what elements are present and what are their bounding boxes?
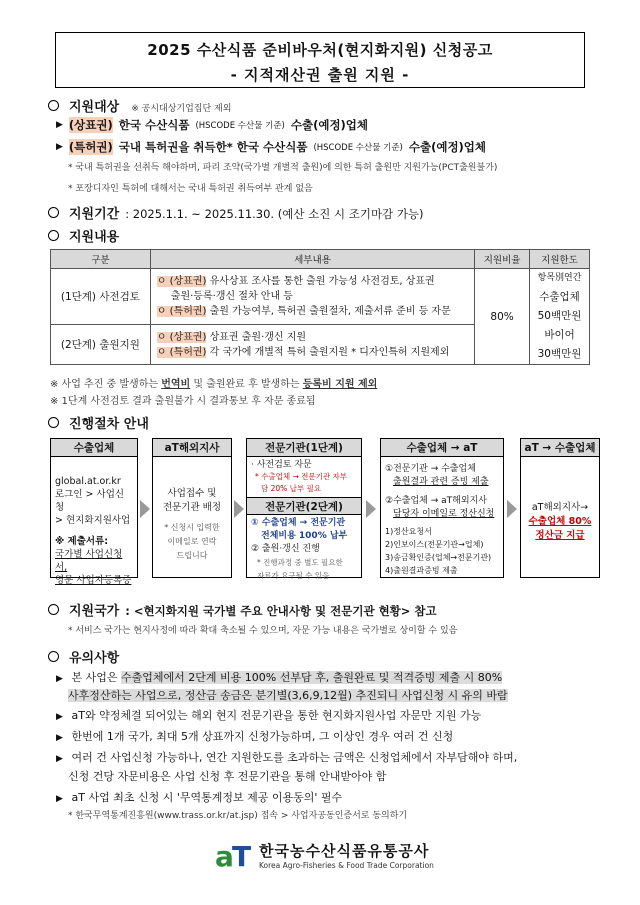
- target-item-trademark: [56, 117, 368, 133]
- detail-text: 출원 가능여부, 특허권 출원절차, 제출서류 준비 등 자문: [209, 306, 451, 317]
- row-label: (2단계) 출원지원: [51, 325, 151, 365]
- limit-text: 50백만원: [537, 310, 582, 322]
- flow-text: * 신청시 입력한: [164, 523, 220, 532]
- limit-text: 항목別연간: [537, 273, 582, 283]
- detail-tag: ㅇ (상표권): [156, 276, 207, 287]
- row-label: (1단계) 사전검토: [51, 269, 151, 325]
- triangle-bullet-icon: ▶: [56, 674, 63, 684]
- flow-text: ② 출원·갱신 진행: [251, 544, 320, 554]
- flow-text: 이메일로 연락: [167, 537, 217, 546]
- row-detail: [150, 325, 474, 365]
- period-text: : 2025.1.1. ~ 2025.11.30. (예산 소진 시 조기마감 가능): [125, 207, 424, 221]
- table-row: [51, 269, 590, 325]
- flow-text: 영문 사업자등록증: [55, 575, 132, 586]
- support-table: [50, 249, 590, 365]
- target-item2-b: 국내 특허권을 취득한* 한국 수산식품: [118, 140, 308, 154]
- detail-tag: ㅇ (특허권): [156, 346, 207, 358]
- flow-text: 담당자 이메일로 정산신청: [393, 509, 495, 519]
- foot-text: 및 출원완료 후 발생하는: [193, 379, 300, 390]
- countries-text: : <현지화지원 국가별 주요 안내사항 및 전문기관 현황> 참고: [125, 604, 437, 618]
- target-note1: * 국내 특허권을 선취득 해야하며, 파리 조약(국가별 개별적 출원)에 의한 특허 출원만 지원가능(PCT출원불가): [68, 163, 498, 173]
- section-heading: 지원기간: [69, 207, 120, 222]
- notice-item: [56, 749, 517, 765]
- foot-text: 등록비 지원 제외: [302, 379, 378, 390]
- arrow-right-icon: [234, 500, 244, 518]
- notice-text: 본 사업은: [71, 671, 118, 684]
- flow-text: 전문기관 배정: [162, 502, 222, 513]
- notice-text: 한번에 1개 국가, 최대 5개 상표까지 신청가능하며, 그 이상인 경우 여러 건 신청: [71, 730, 454, 743]
- notice-text: 수출업체에서 2단계 비용 100% 선부담 후, 출원완료 및 적격증빙 제출 시 80%: [121, 671, 503, 684]
- flow-text: 2)인보이스(전문기관→업체): [385, 540, 484, 549]
- flow-text: 담 20% 납부 필요: [261, 484, 322, 493]
- arrow-right-icon: [140, 500, 150, 518]
- target-item-patent: [56, 139, 486, 155]
- flow-text: 3)송금확인증(업체→전문기관): [385, 553, 492, 562]
- title-box: [55, 32, 585, 88]
- section-period: [48, 203, 424, 222]
- section-heading: 지원내용: [69, 230, 120, 245]
- triangle-bullet-icon: ▶: [56, 142, 63, 152]
- flow-text: 전체비용 100% 납부: [261, 531, 348, 541]
- flow-text: 출원결과 관련 증빙 제출: [393, 477, 489, 487]
- table-header-row: [51, 250, 590, 269]
- triangle-bullet-icon: ▶: [56, 120, 63, 130]
- foot-text: 번역비: [161, 379, 191, 390]
- target-item1-c: (HSCODE 수산물 기준): [195, 121, 285, 131]
- flow-text: · 사전검토 자문: [251, 460, 312, 470]
- circle-bullet-icon: [48, 651, 59, 662]
- limit-text: 수출업체: [539, 291, 580, 303]
- foot-text: ※ 사업 추진 중 발생하는: [50, 379, 159, 390]
- limit-text: 30백만원: [537, 348, 582, 360]
- support-limit: [530, 269, 590, 365]
- triangle-bullet-icon: ▶: [56, 733, 63, 743]
- section-heading: 지원대상: [69, 100, 120, 115]
- target-item1-b: 한국 수산식품: [118, 118, 190, 132]
- flow-text: * 수출업체 → 전문기관 자부: [255, 472, 348, 481]
- flow-subhead: 전문기관(2단계): [247, 497, 361, 515]
- flow-text: ②수출업체 → aT해외지사: [385, 496, 487, 506]
- triangle-bullet-icon: ▶: [56, 754, 63, 764]
- flow-text: 자료가 요구될 수 있음: [257, 571, 330, 580]
- notice-item: [56, 669, 502, 685]
- notice-item: [56, 728, 453, 744]
- notice-text: 사후정산하는 사업으로, 정산금 송금은 분기별(3,6,9,12월) 추진되니 사업신청 시 유의 바람: [68, 689, 508, 702]
- flow-step-agency: [246, 438, 362, 578]
- detail-text: 출원·등록·갱신 절차 안내 등: [170, 291, 293, 302]
- flow-head: 전문기관(1단계): [247, 439, 361, 457]
- svg-text:a: a: [215, 840, 234, 870]
- section-heading: 유의사항: [69, 651, 120, 666]
- svg-text:T: T: [232, 840, 251, 870]
- flow-step-exporter: [50, 438, 138, 586]
- flow-text: global.at.or.kr: [55, 476, 121, 487]
- flow-head: aT → 수출업체: [521, 439, 599, 457]
- table-header: 세부내용: [150, 250, 474, 269]
- detail-text: 상표권 출원·갱신 지원: [209, 331, 307, 343]
- flow-step-payment: [520, 438, 600, 578]
- notice-item: [56, 707, 481, 723]
- org-name-en: Korea Agro-Fisheries & Food Trade Corporation: [259, 861, 434, 870]
- triangle-bullet-icon: ▶: [56, 712, 63, 722]
- page-subtitle: - 지적재산권 출원 지원 -: [230, 66, 410, 84]
- target-note2: * 포장디자인 특허에 대해서는 국내 특허권 취득여부 관계 없음: [68, 184, 313, 194]
- at-logo-icon: [215, 840, 251, 870]
- detail-tag: ㅇ (상표권): [156, 331, 207, 343]
- org-name: 한국농수산식품유통공사: [259, 842, 430, 860]
- target-item1-d: 수출(예정)업체: [290, 118, 369, 132]
- content-foot1: [50, 375, 377, 390]
- limit-text: 바이어: [544, 329, 575, 341]
- notice-item: [56, 789, 342, 805]
- notice-text: 신청 건당 자문비용은 사업 신청 후 전문기관을 통해 안내받아야 함: [68, 770, 387, 783]
- flow-text: 1)정산요청서: [385, 527, 432, 536]
- countries-note: * 서비스 국가는 현지사정에 따라 확대 축소될 수 있으며, 자문 가능 내용은 국가별로 상이할 수 있음: [68, 626, 458, 636]
- table-header: 지원한도: [530, 250, 590, 269]
- arrow-right-icon: [366, 500, 376, 518]
- notice-text: aT와 약정체결 되어있는 해외 현지 전문기관을 통한 현지화지원사업 자문만 지원 가능: [71, 709, 482, 722]
- flow-text: ※ 제출서류:: [55, 536, 109, 547]
- notice-item-cont: [68, 768, 386, 784]
- flow-text: * 진행과정 중 별도 필요한: [257, 558, 343, 567]
- flow-text: 수출업체 80%: [528, 516, 592, 527]
- target-item1-a: (상표권): [68, 118, 113, 132]
- flow-text: aT해외지사→: [531, 502, 589, 513]
- target-item2-d: 수출(예정)업체: [408, 140, 487, 154]
- org-logo: [215, 840, 434, 870]
- flow-head: 수출업체 → aT: [381, 439, 503, 457]
- target-item2-c: (HSCODE 수산물 기준): [313, 143, 403, 153]
- flow-text: 4)출원결과증빙 제출: [385, 566, 458, 575]
- flow-text: 국가별 사업신청서,: [55, 549, 123, 573]
- triangle-bullet-icon: ▶: [56, 794, 63, 804]
- detail-tag: ㅇ (특허권): [156, 306, 207, 317]
- section-content: [48, 226, 119, 245]
- target-item2-a: (특허권): [68, 140, 113, 154]
- circle-bullet-icon: [48, 207, 59, 218]
- flow-text: ①전문기관 → 수출업체: [385, 464, 476, 474]
- detail-text: 각 국가에 개별적 특허 출원지원 * 디자인특허 지원제외: [209, 346, 450, 358]
- circle-bullet-icon: [48, 604, 59, 615]
- circle-bullet-icon: [48, 230, 59, 241]
- row-detail: [150, 269, 474, 325]
- flow-text: ① 수출업체 → 전문기관: [251, 518, 346, 528]
- section-heading: 지원국가: [69, 604, 120, 619]
- flow-text: 정산금 지급: [535, 530, 585, 541]
- support-ratio: 80%: [475, 269, 530, 365]
- flow-text: > 현지화지원사업: [55, 515, 131, 526]
- table-header: 지원비율: [475, 250, 530, 269]
- arrow-right-icon: [507, 500, 517, 518]
- page-title: 2025 수산식품 준비바우처(현지화지원) 신청공고: [147, 41, 493, 59]
- flow-text: 드립니다: [176, 551, 208, 560]
- flow-step-branch: [152, 438, 232, 578]
- section-notes: [48, 647, 119, 666]
- flow-text: 로그인 > 사업신청: [55, 489, 125, 513]
- detail-text: 유사상표 조사를 통한 출원 가능성 사전검토, 상표권: [209, 276, 435, 287]
- content-foot2: ※ 1단계 사전검토 결과 출원불가 시 결과통보 후 자문 종료됨: [50, 396, 316, 407]
- section-process: [48, 413, 149, 432]
- section-heading: 진행절차 안내: [69, 417, 149, 432]
- circle-bullet-icon: [48, 417, 59, 428]
- notice-item-cont: [68, 687, 508, 703]
- section-countries: [48, 600, 437, 619]
- flow-head: 수출업체: [51, 439, 137, 457]
- flow-step-settlement: [380, 438, 504, 578]
- circle-bullet-icon: [48, 100, 59, 111]
- table-header: 구분: [51, 250, 151, 269]
- notice-text: 여러 건 사업신청 가능하나, 연간 지원한도를 초과하는 금액은 신청업체에서 자부담해야 하며,: [71, 751, 518, 764]
- notice-text: aT 사업 최초 신청 시 '무역통계정보 제공 이용동의' 필수: [71, 791, 343, 804]
- flow-text: 사업접수 및: [167, 488, 217, 499]
- notice-note: * 한국무역통계진흥원(www.trass.or.kr/at.jsp) 접속 > 사업자공동인증서로 동의하기: [68, 811, 408, 821]
- section-target: [48, 96, 231, 115]
- target-note: ※ 공시대상기업집단 제외: [131, 104, 232, 114]
- flow-head: aT해외지사: [153, 439, 231, 457]
